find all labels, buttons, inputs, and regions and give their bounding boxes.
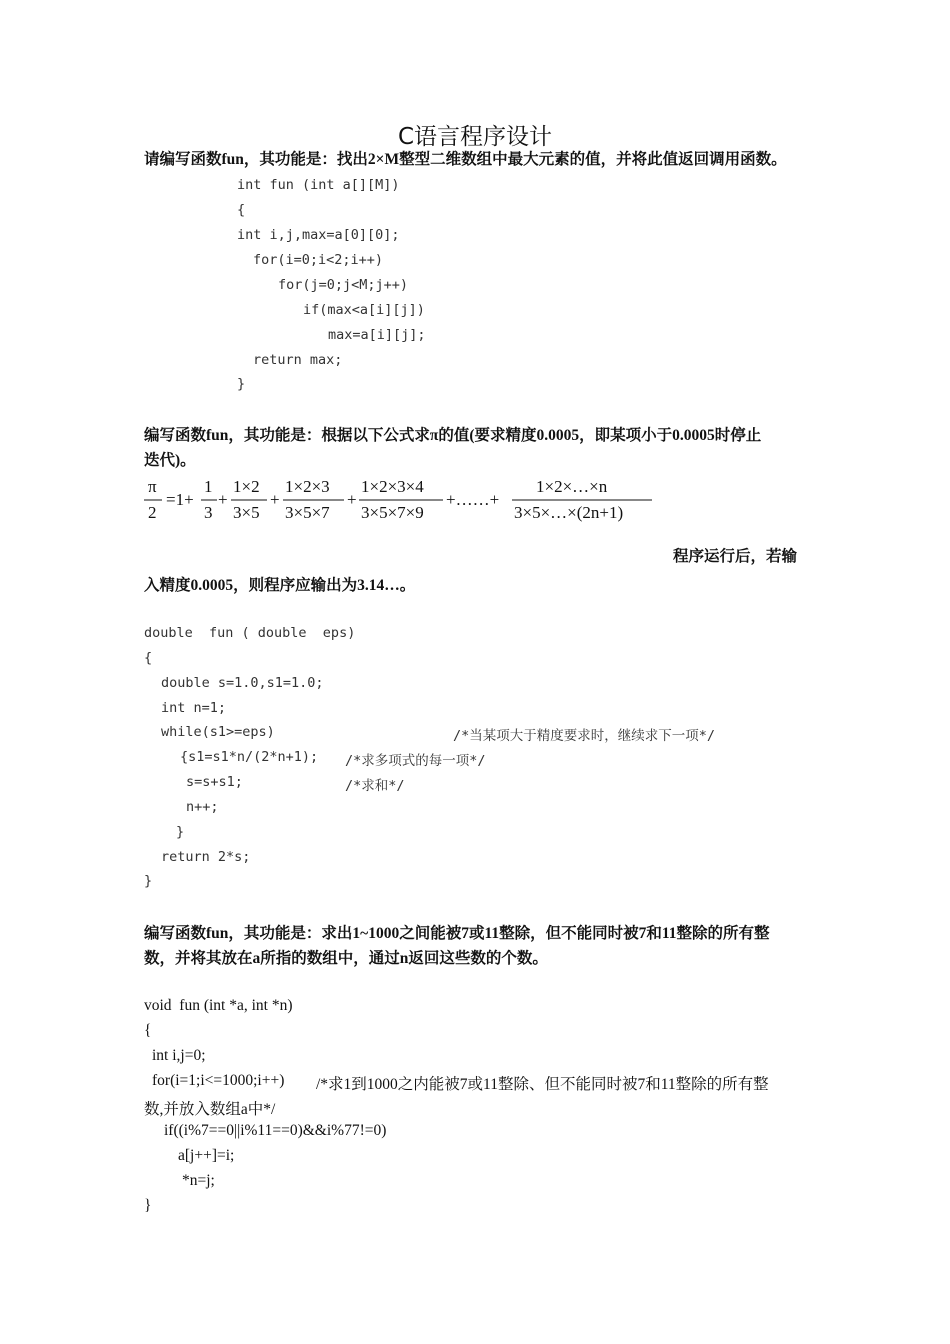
q2-code-line: s=s+s1; xyxy=(186,774,243,790)
q2-code-line: } xyxy=(144,873,153,889)
q3-code-line: a[j++]=i; xyxy=(178,1147,235,1164)
q3-prompt: 编写函数fun，其功能是：求出1~1000之间能被7或11整除，但不能同时被7和11整除的所有整 xyxy=(144,925,770,942)
plus-sign: + xyxy=(270,490,280,509)
q2-code-comment: /*当某项大于精度要求时，继续求下一项*/ xyxy=(453,728,716,744)
q2-code-line: { xyxy=(144,650,153,666)
term2-denominator: 3×5 xyxy=(233,503,260,522)
q2-code-line: double fun ( double eps) xyxy=(144,625,356,641)
q1-code-line: int i,j,max=a[0][0]; xyxy=(237,227,400,243)
q2-code-line: } xyxy=(176,824,185,840)
q2-prompt-cont: 迭代)。 xyxy=(144,452,196,469)
q2-code-comment: /*求多项式的每一项*/ xyxy=(345,753,486,769)
term4-denominator: 3×5×7×9 xyxy=(361,503,424,522)
q1-code-line: for(i=0;i<2;i++) xyxy=(253,252,384,268)
q2-code-line: while(s1>=eps) xyxy=(161,724,275,740)
q3-code-line: } xyxy=(144,1197,152,1214)
q2-code-line: double s=1.0,s1=1.0; xyxy=(161,675,324,691)
q2-output-note: 程序运行后，若输 xyxy=(673,548,798,565)
q2-prompt: 编写函数fun，其功能是：根据以下公式求π的值(要求精度0.0005，即某项小于0.0005时停止 xyxy=(144,427,762,444)
q3-code-comment-cont: 数,并放入数组a中*/ xyxy=(144,1101,276,1118)
q1-code-line: max=a[i][j]; xyxy=(328,327,426,343)
lhs-numerator: π xyxy=(148,477,157,496)
q2-code-line: {s1=s1*n/(2*n+1); xyxy=(180,749,319,765)
q1-prompt: 请编写函数fun，其功能是：找出2×M整型二维数组中最大元素的值，并将此值返回调用函数。 xyxy=(144,151,787,168)
q1-code-line: int fun (int a[][M]) xyxy=(237,177,400,193)
term3-numerator: 1×2×3 xyxy=(285,477,330,496)
plus-sign: + xyxy=(218,490,228,509)
q3-code-line: int i,j=0; xyxy=(152,1047,206,1064)
term2-numerator: 1×2 xyxy=(233,477,260,496)
q1-code-line: return max; xyxy=(253,352,343,368)
page-title: C语言程序设计 xyxy=(397,124,553,150)
q3-code-line: if((i%7==0||i%11==0)&&i%77!=0) xyxy=(164,1122,387,1139)
q2-code-line: n++; xyxy=(186,799,219,815)
q1-code-line: } xyxy=(237,376,246,392)
q2-code-line: return 2*s; xyxy=(161,849,251,865)
ellipsis-plus: +……+ xyxy=(446,490,500,509)
term1-denominator: 3 xyxy=(204,503,213,522)
termn-numerator: 1×2×…×n xyxy=(536,477,608,496)
q1-code-line: { xyxy=(237,202,246,218)
q1-code-line: for(j=0;j<M;j++) xyxy=(278,277,409,293)
q3-code-line: *n=j; xyxy=(182,1172,215,1189)
q3-code-line: { xyxy=(144,1022,152,1039)
q3-code-comment: /*求1到1000之内能被7或11整除、但不能同时被7和11整除的所有整 xyxy=(316,1076,769,1093)
q2-output-note-cont: 入精度0.0005，则程序应输出为3.14…。 xyxy=(144,577,416,594)
q2-code-comment: /*求和*/ xyxy=(345,778,405,794)
equals-one: =1+ xyxy=(166,490,194,509)
lhs-denominator: 2 xyxy=(148,503,157,522)
q3-code-line: void fun (int *a, int *n) xyxy=(144,997,293,1014)
pi-series-formula xyxy=(140,468,670,530)
termn-denominator: 3×5×…×(2n+1) xyxy=(514,503,624,522)
q3-code-line: for(i=1;i<=1000;i++) xyxy=(152,1072,285,1089)
term3-denominator: 3×5×7 xyxy=(285,503,330,522)
q1-code-line: if(max<a[i][j]) xyxy=(303,302,425,318)
term4-numerator: 1×2×3×4 xyxy=(361,477,424,496)
plus-sign: + xyxy=(347,490,357,509)
term1-numerator: 1 xyxy=(204,477,213,496)
q2-code-line: int n=1; xyxy=(161,700,227,716)
q3-prompt-cont: 数，并将其放在a所指的数组中，通过n返回这些数的个数。 xyxy=(144,950,548,967)
